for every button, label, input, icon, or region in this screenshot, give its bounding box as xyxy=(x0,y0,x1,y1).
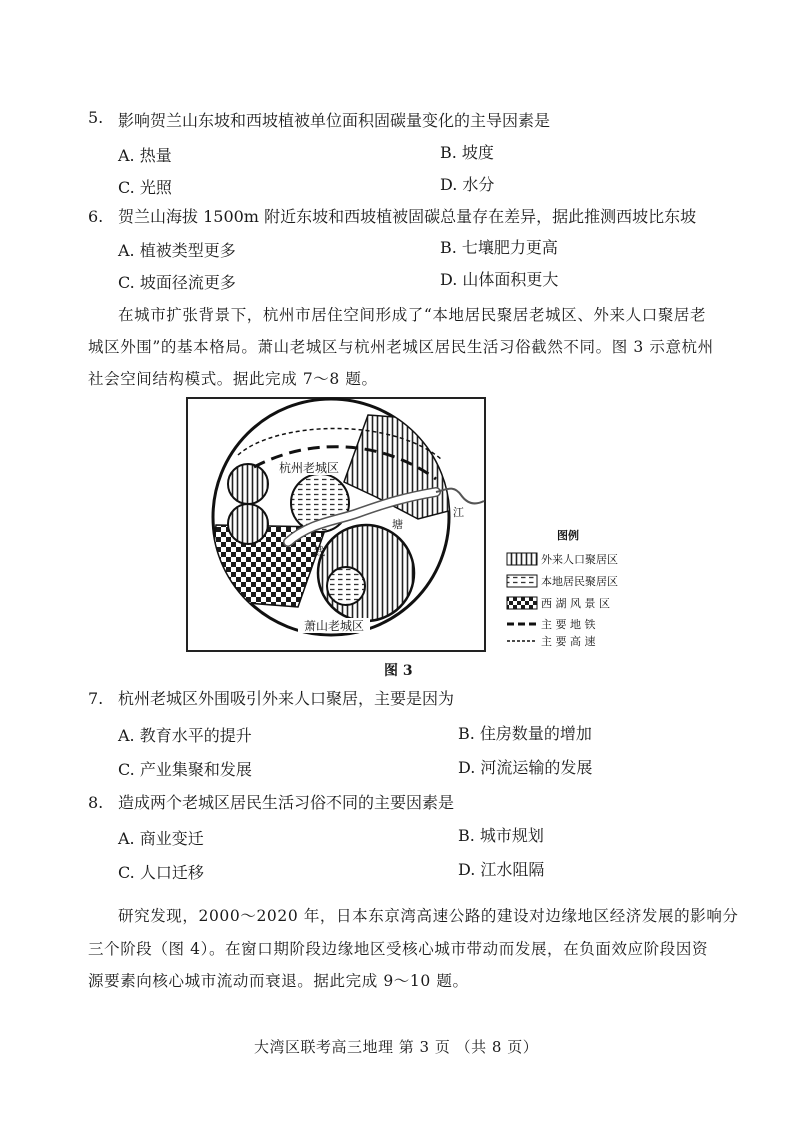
q7-option-b: B. 住房数量的增加 xyxy=(458,724,592,743)
legend-title: 图例 xyxy=(557,529,579,542)
q6-option-d: D. 山体面积更大 xyxy=(440,270,559,289)
q7-option-c: C. 产业集聚和发展 xyxy=(118,760,252,779)
migrant-zone-west-lower xyxy=(228,504,268,544)
legend-label-local: 本地居民聚居区 xyxy=(541,575,618,588)
q8-option-c: C. 人口迁移 xyxy=(118,863,204,882)
q6-option-b: B. 七壤肥力更高 xyxy=(440,238,558,257)
intro-9-10-line-3: 源要素向核心城市流动而衰退。据此完成 9～10 题。 xyxy=(88,972,469,990)
q5-text: 影响贺兰山东坡和西坡植被单位面积固碳量变化的主导因素是 xyxy=(118,111,551,130)
label-hangzhou-old-town: 杭州老城区 xyxy=(278,461,340,475)
intro-9-10-line-2: 三个阶段（图 4）。在窗口期阶段边缘地区受核心城市带动而发展，在负面效应阶段因资 xyxy=(88,940,709,958)
q8-text: 造成两个老城区居民生活习俗不同的主要因素是 xyxy=(118,793,455,812)
xiaoshan-old-town-zone xyxy=(327,567,365,605)
migrant-zone-west-upper xyxy=(228,464,268,504)
q7-option-a: A. 教育水平的提升 xyxy=(118,726,252,745)
river-char-1: 钱 xyxy=(314,545,325,558)
q5-number: 5. xyxy=(88,108,104,127)
q6-number: 6. xyxy=(88,207,104,226)
q5-option-a: A. 热量 xyxy=(118,146,172,165)
q7-text: 杭州老城区外围吸引外来人口聚居，主要是因为 xyxy=(118,689,455,708)
q8-option-a: A. 商业变迁 xyxy=(118,829,204,848)
q8-number: 8. xyxy=(88,793,104,812)
river-char-2: 塘 xyxy=(392,518,403,531)
river-char-3: 江 xyxy=(453,506,464,519)
figure-3-legend xyxy=(505,525,665,655)
legend-label-west-lake: 西 湖 风 景 区 xyxy=(541,597,610,610)
q7-option-d: D. 河流运输的发展 xyxy=(458,758,593,777)
q6-text: 贺兰山海拔 1500m 附近东坡和西坡植被固碳总量存在差异，据此推测西坡比东坡 xyxy=(118,207,697,226)
intro-7-8-line-1: 在城市扩张背景下，杭州市居住空间形成了“本地居民聚居老城区、外来人口聚居老 xyxy=(118,306,707,324)
q5-option-c: C. 光照 xyxy=(118,178,172,197)
q8-option-d: D. 江水阻隔 xyxy=(458,860,545,879)
legend-label-migrant: 外来人口聚居区 xyxy=(541,553,618,566)
q7-number: 7. xyxy=(88,689,104,708)
figure-3-map xyxy=(186,397,486,652)
figure-3-caption: 图 3 xyxy=(384,663,413,679)
legend-swatch-migrant xyxy=(507,553,537,565)
legend-swatch-west-lake xyxy=(507,597,537,609)
page-footer: 大湾区联考高三地理 第 3 页 （共 8 页） xyxy=(254,1038,539,1056)
q5-option-b: B. 坡度 xyxy=(440,143,494,162)
q6-option-c: C. 坡面径流更多 xyxy=(118,273,236,292)
legend-label-highway: 主 要 高 速 xyxy=(541,635,596,648)
intro-7-8-line-2: 城区外围”的基本格局。萧山老城区与杭州老城区居民生活习俗截然不同。图 3 示意杭州 xyxy=(88,338,714,356)
intro-7-8-line-3: 社会空间结构模式。据此完成 7～8 题。 xyxy=(88,370,378,388)
q6-option-a: A. 植被类型更多 xyxy=(118,241,236,260)
intro-9-10-line-1: 研究发现，2000～2020 年，日本东京湾高速公路的建设对边缘地区经济发展的影响分 xyxy=(118,907,739,925)
legend-label-metro: 主 要 地 铁 xyxy=(541,618,596,631)
q5-option-d: D. 水分 xyxy=(440,175,495,194)
legend-swatch-local xyxy=(507,575,537,587)
label-xiaoshan-old-town: 萧山老城区 xyxy=(303,619,365,633)
q8-option-b: B. 城市规划 xyxy=(458,826,544,845)
